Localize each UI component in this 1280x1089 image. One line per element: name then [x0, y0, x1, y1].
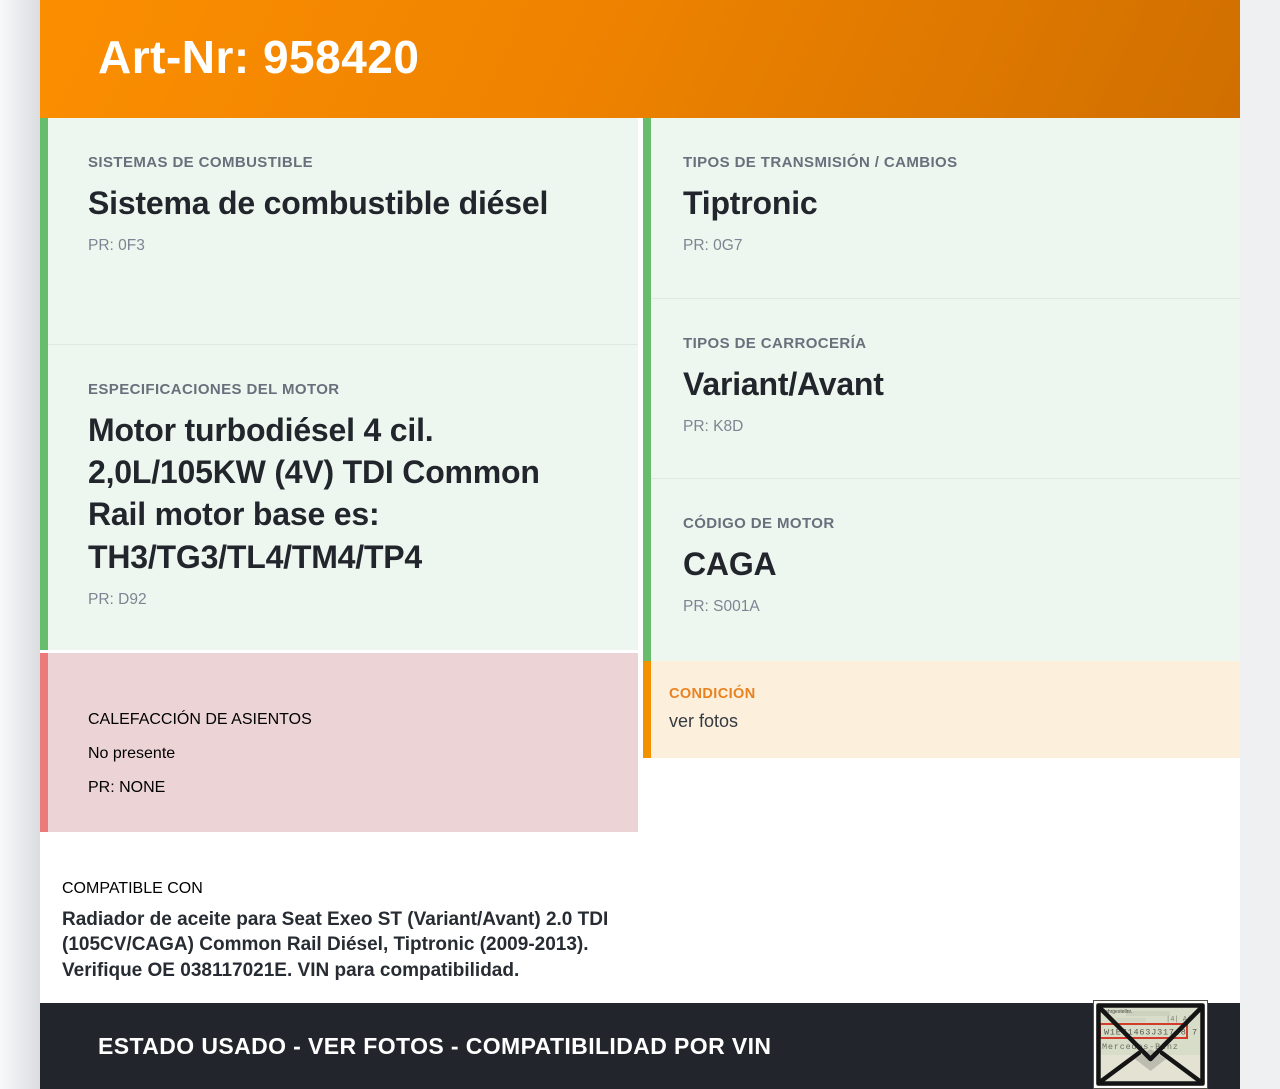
article-number-title: Art-Nr: 958420	[98, 31, 420, 83]
seat-heating-value: No presente	[88, 745, 176, 762]
green-panel-right	[643, 118, 1240, 661]
card-engine-code	[651, 479, 1240, 661]
fuel-system-label: SISTEMAS DE COMBUSTIBLE	[88, 154, 314, 171]
condition-label: CONDICIÓN	[669, 686, 756, 702]
green-panel-left	[40, 118, 638, 650]
body-type-label: TIPOS DE CARROCERÍA	[683, 335, 867, 352]
transmission-pr-code: PR: 0G7	[683, 237, 743, 255]
compatible-label: COMPATIBLE CON	[62, 880, 203, 897]
card-condition	[643, 661, 1240, 758]
engine-code-label: CÓDIGO DE MOTOR	[683, 515, 835, 532]
card-engine-specs	[48, 345, 638, 650]
fuel-system-pr-code: PR: 0F3	[88, 237, 145, 255]
card-transmission	[651, 118, 1240, 299]
engine-code-value: CAGA	[683, 546, 777, 582]
engine-specs-pr-code: PR: D92	[88, 590, 147, 608]
right-column	[643, 118, 1240, 1003]
card-fuel-system	[48, 118, 638, 345]
vin-document-thumbnail	[1093, 1000, 1208, 1089]
doc-corner-text: |4| Ai	[1166, 1016, 1192, 1024]
seat-heating-pr-code: PR: NONE	[88, 779, 166, 796]
vin-suffix-text: 7	[1192, 1027, 1198, 1038]
body-type-pr-code: PR: K8D	[683, 418, 744, 436]
left-column	[40, 118, 638, 1003]
header-bar	[40, 0, 1240, 118]
seat-heating-label: CALEFACCIÓN DE ASIENTOS	[88, 711, 312, 728]
spec-cards-area	[40, 118, 1240, 1003]
doc-label-text: Fahrgestellnr.	[1102, 1009, 1133, 1015]
right-column-filler	[643, 758, 1240, 1003]
transmission-value: Tiptronic	[683, 185, 818, 221]
brand-text: Mercedes-Benz	[1102, 1042, 1179, 1052]
vin-text: W1E71463J31748	[1104, 1027, 1187, 1038]
engine-specs-label: ESPECIFICACIONES DEL MOTOR	[88, 381, 340, 398]
footer-banner	[40, 1003, 1240, 1089]
card-seat-heating	[40, 653, 638, 832]
card-body-type	[651, 299, 1240, 479]
engine-code-pr-code: PR: S001A	[683, 598, 760, 616]
card-compatible-with	[40, 838, 638, 1002]
registration-document-image	[1096, 1003, 1205, 1086]
compatible-description: Radiador de aceite para Seat Exeo ST (Variant/Avant) 2.0 TDI (105CV/CAGA) Common Rail Diésel, Tiptronic (2009-2013). Verifique OE 038117021E. VIN para compatibilidad.	[62, 909, 609, 981]
transmission-label: TIPOS DE TRANSMISIÓN / CAMBIOS	[683, 154, 958, 171]
condition-value: ver fotos	[669, 711, 739, 731]
fuel-system-value: Sistema de combustible diésel	[88, 185, 549, 221]
footer-banner-text: ESTADO USADO - VER FOTOS - COMPATIBILIDAD POR VIN	[98, 1033, 772, 1059]
body-type-value: Variant/Avant	[683, 366, 884, 402]
engine-specs-value: Motor turbodiésel 4 cil. 2,0L/105KW (4V) TDI Common Rail motor base es: TH3/TG3/TL4/TM4/TP4	[88, 412, 540, 575]
